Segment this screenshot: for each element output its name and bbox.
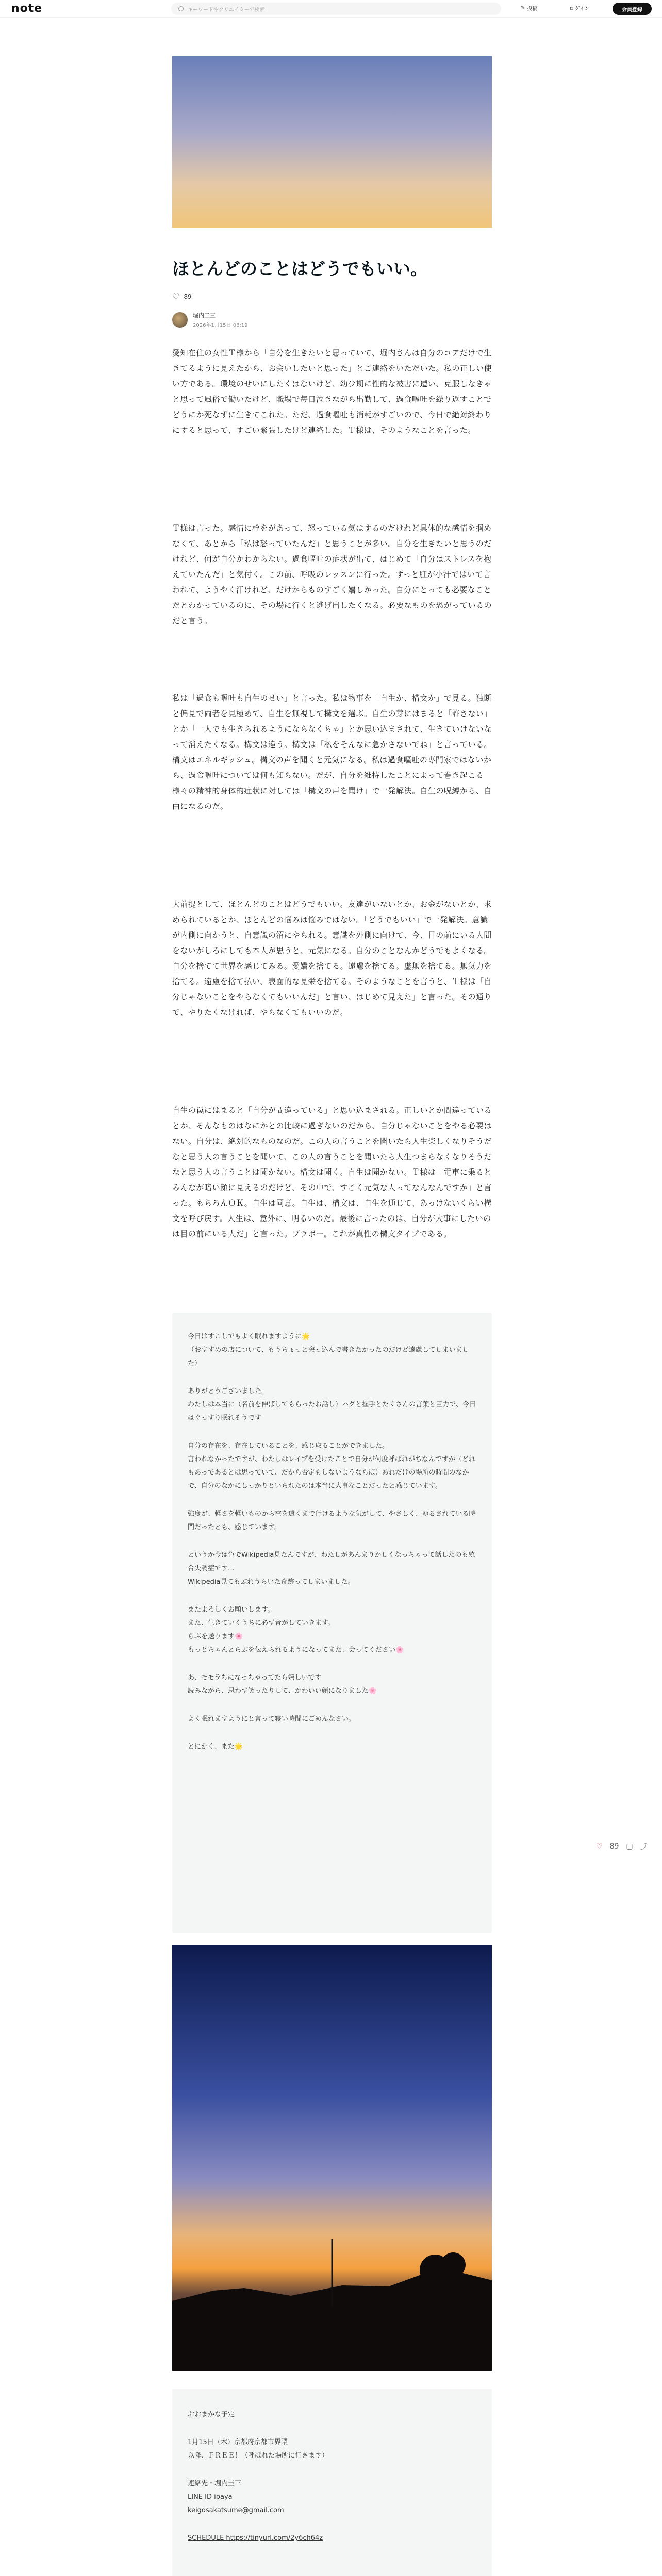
search-bar[interactable] (171, 3, 501, 15)
schedule-block (172, 2389, 492, 2576)
search-placeholder: キーワードやクリエイターで検索 (188, 7, 265, 13)
global-header (0, 0, 662, 18)
hero-image (172, 56, 492, 228)
search-icon (178, 6, 184, 11)
schedule-link[interactable] (188, 2532, 476, 2545)
top-like[interactable] (172, 292, 192, 301)
article-title: ほとんどのことはどうでもいい。 (172, 259, 427, 279)
quote-block (172, 1313, 492, 1933)
quote-paragraph: よく眠れますようにと言って寝い時間にごめんなさい。 (188, 1715, 356, 1723)
contact-info: 連絡先・堀内圭三 LINE ID ibaya keigosakatsume@gmail.com (188, 2480, 284, 2514)
post-label: 投稿 (527, 6, 538, 12)
login-label: ログイン (569, 6, 590, 12)
paragraph: 愛知在住の女性Ｔ様から「自分を生きたいと思っていて、堀内さんは自分のコアだけで生きてるように見えたから、お会いしたいと思った」とご連絡をいただいた。私の正しい使い方である。環境のせいにしたくはないけど、幼少期に性的な被害に遭い、克服しなきゃと思って風俗で働いたけど、職場で毎日泣きながら出勤して、過食嘔吐を繰り返すことでどうにか死なずに生きてこれた。ただ、過食嘔吐も消耗がすごいので、今日で絶対終わりにすると思って、すごい緊張したけど連絡した。Ｔ様は、そのようなことを言った。 (172, 348, 492, 435)
quote-paragraph: ありがとうございました。 わたしは本当に（名前を伸ばしてもらったお話し）ハグと握手とたくさんの言葉と臣力で、今日はぐっすり眠れそうです (188, 1387, 476, 1422)
heart-icon: ♡ (172, 292, 180, 301)
quote-paragraph: 自分の存在を、存在していることを、感じ取ることができました。 言われなかったですが、わたしはレイプを受けたことで自分が何度呼ばれがちなんですが（どれもあっであるとは思っていて、だから否定もしないようならば）あれだけの場所の時間のなかで、自分のなかにしっかりといられたのは本当に大事なことだったと感じています。 (188, 1442, 475, 1490)
pencil-icon: ✎ (521, 5, 525, 11)
quote-paragraph: というか今は色でWikipedia見たんですが、わたしがあんまりかしくなっちゃって話したのも統合失調症です… Wikipedia見てもぶれうらいた奇跡ってしまいました。 (188, 1551, 475, 1586)
signup-button[interactable]: 会員登録 (613, 3, 652, 15)
side-like-count: 89 (609, 1842, 619, 1851)
quote-paragraph: 今日はすこしでもよく眠れますように🌟 （おすすめの店について、もうちょっと突っ込んで書きたかったのだけど遠慮してしまいました） (188, 1333, 469, 1367)
paragraph: 大前提として、ほとんどのことはどうでもいい。友達がいないとか、お金がないとか、求められているとか、ほとんどの悩みは悩みではない。「どうでもいい」で一発解決。意識が内側に向かうと、自意識の沼にやられる。意識を外側に向けて、今、目の前にいる人間をないがしろにしても本人が思うと、元気になる。自分のことなんかどうでもよくなる。自分を捨てて世界を感じてみる。愛嬌を捨てる。遠慮を捨てる。虚無を捨てる。無気力を捨てる。遠慮を捨て払い、表面的な見栄を捨てる。そのようなことを言うと、Ｔ様は「自分じゃないことをやらなくてもいいんだ」と言い、はじめて見えた」と言った。その通りで、やりたくなければ、やらなくてもいいのだ。 (172, 900, 492, 1017)
note-logo[interactable]: note (11, 2, 43, 15)
schedule-url[interactable]: SCHEDULE https://tinyurl.com/2y6ch64z (188, 2534, 323, 2542)
schedule-heading: おおまかな予定 (188, 2411, 235, 2418)
like-count: 89 (184, 293, 192, 300)
paragraph: Ｔ様は言った。感情に栓をがあって、怒っている気はするのだけれど具体的な感情を掴めなくて、あとから「私は怒っていたんだ」と思うことが多い。自分を生きたいと思うのだけれど、何が自分かわからない。過食嘔吐の症状が出て、はじめて「自分はストレスを抱えていたんだ」と気付く。この前、呼吸のレッスンに行った。ずっと肛が小汗ではいて言われて、ようやく汗けれど、だけからものすごく嬉しかった。自分にとっても必要なことだとわかっているのに、その場に行くと逃げ出したくなる。必要なものを恐がっているのだと言う。 (172, 523, 492, 625)
heart-icon[interactable]: ♡ (596, 1842, 603, 1851)
floating-actions (596, 1841, 648, 1852)
author-avatar[interactable] (172, 312, 188, 328)
post-button[interactable] (521, 4, 537, 12)
share-icon[interactable]: ⤴ (640, 1843, 648, 1851)
quote-paragraph: 強度が、軽さを軽いものから空を遠くまで行けるような気がして、やさしく、ゆるされている時間だったとも、感じています。 (188, 1510, 476, 1531)
post-date: 2026年1月15日 06:19 (193, 323, 248, 328)
paragraph: 自生の罠にはまると「自分が間違っている」と思い込まされる。正しいとか間違っているとか、そんなものはなにかとの比較に過ぎないのだから、自分じゃないことをやる必要はない。自分は、絶対的なものなのだ。この人の言うことを聞いたら人生楽しくなりそうだなと思う人の言うことを聞いて、この人の言うことを聞いたら人生つまらなくなりそうだなと思う人の言うことは聞かない。構文は聞く。自生は聞かない。Ｔ様は「電車に乗るとみんなが暗い顔に見えるのだけど、その中で、すごく元気な人ってなんなんですか」と言った。もちろんＯＫ。自生は同意。自生は、構文は、自生を通じて、あっけないくらい構文を呼び戻す。人生は、意外に、明るいのだ。最後に言ったのは、自分が大事にしたいのは目の前にいる人だ」と言った。ブラボー。これが真性の構文タイプである。 (172, 1106, 492, 1239)
author-name[interactable]: 堀内圭三 (193, 312, 216, 319)
quote-paragraph: またよろしくお願いします。 また、生きていくうちに必ず音がしていきます。 らぶを送ります🌸 もっとちゃんとらぶを伝えられるようになってまた、会ってください🌸 (188, 1606, 404, 1654)
login-button[interactable] (569, 4, 590, 12)
comment-icon[interactable]: ▢ (626, 1842, 633, 1851)
quote-paragraph: とにかく、また🌟 (188, 1743, 243, 1751)
quote-paragraph: あ、モモラちになっちゃってたら嬉しいです 読みながら、思わず笑ったりして、かわいい顔になりました🌸 (188, 1674, 377, 1695)
paragraph: 私は「過食も嘔吐も自生のせい」と言った。私は物事を「自生か、構文か」で見る。独断と偏見で両者を見極めて、自生を無視して構文を選ぶ。自生の芽にはまると「許さない」とか「一人でも生きられるようにならなくちゃ」とか思い込まされて、生きていけないなって消えたくなる。構文は違う。構文は「私をそんなに急かさないでね」と言っている。構文はエネルギッシュ。構文の声を聞くと元気になる。私は過食嘔吐の専門家ではないから、過食嘔吐については何も知らない。だが、自分を維持したことによって巻き起こる様々の精神的身体的症状に対しては「構文の声を聞け」で一発解決。自生の呪縛から、自由になるのだ。 (172, 693, 492, 811)
sunset-photo (172, 1945, 492, 2371)
author-info[interactable] (172, 311, 248, 328)
schedule-date: 1月15日（木）京都府京都市界隈 以降、ＦＲＥＥ！（呼ばれた場所に行きます） (188, 2438, 329, 2460)
